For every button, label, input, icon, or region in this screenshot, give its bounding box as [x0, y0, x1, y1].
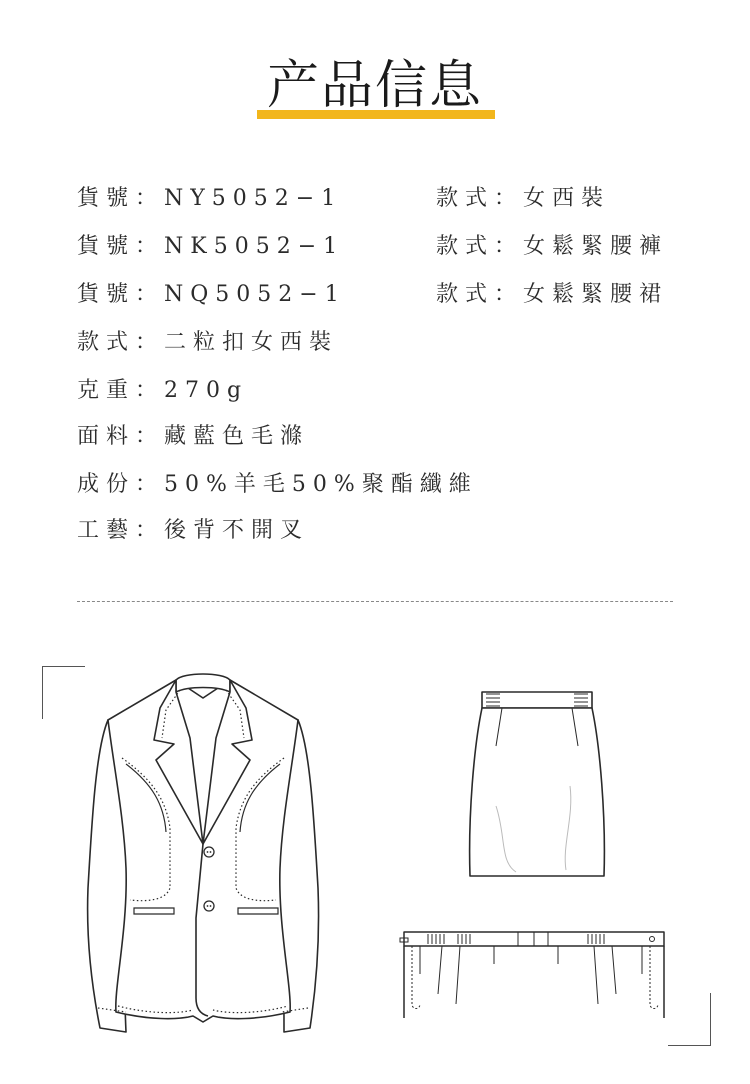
- spec-label: 款式：: [77, 330, 165, 355]
- spec-value: NQ5052−1: [164, 282, 346, 307]
- spec-value: 藏藍色毛滌: [164, 424, 310, 449]
- spec-value: 270g: [164, 378, 249, 403]
- spec-row-sku-2: [77, 232, 344, 262]
- skirt-sketch-icon: [466, 686, 608, 882]
- spec-label: 貨號：: [77, 234, 165, 259]
- spec-row-sku-1: [77, 184, 342, 214]
- blazer-sketch-icon: [78, 668, 328, 1040]
- section-divider: [77, 601, 673, 602]
- spec-label: 工藝：: [77, 518, 165, 543]
- spec-value: 女鬆緊腰褲: [523, 234, 669, 259]
- spec-value: 女鬆緊腰裙: [523, 282, 669, 307]
- spec-label: 貨號：: [77, 282, 165, 307]
- spec-value: 二粒扣女西裝: [164, 330, 339, 355]
- spec-value: 女西裝: [523, 186, 611, 211]
- spec-row-fabric: [77, 422, 309, 452]
- spec-row-style-pants: [436, 232, 668, 262]
- page-title: 产品信息: [266, 56, 483, 116]
- spec-label: 克重：: [77, 378, 165, 403]
- spec-value: NY5052−1: [164, 186, 343, 211]
- spec-row-composition: [77, 470, 478, 500]
- spec-value: 後背不開叉: [164, 518, 310, 543]
- title-block: [0, 52, 750, 132]
- spec-value: NK5052−1: [164, 234, 345, 259]
- spec-label: 款式：: [436, 282, 524, 307]
- spec-row-style-jacket: [436, 184, 610, 214]
- spec-row-craft: [77, 516, 309, 546]
- spec-label: 款式：: [436, 234, 524, 259]
- spec-row-style: [77, 328, 338, 358]
- corner-frame-bottom-right: [668, 993, 711, 1046]
- spec-row-style-skirt: [436, 280, 668, 310]
- spec-label: 面料：: [77, 424, 165, 449]
- spec-value: 50%羊毛50%聚酯纖維: [164, 472, 478, 497]
- spec-label: 成份：: [77, 472, 165, 497]
- spec-row-weight: [77, 376, 248, 406]
- spec-label: 款式：: [436, 186, 524, 211]
- pants-waistband-sketch-icon: [398, 924, 670, 1020]
- spec-label: 貨號：: [77, 186, 165, 211]
- spec-row-sku-3: [77, 280, 346, 310]
